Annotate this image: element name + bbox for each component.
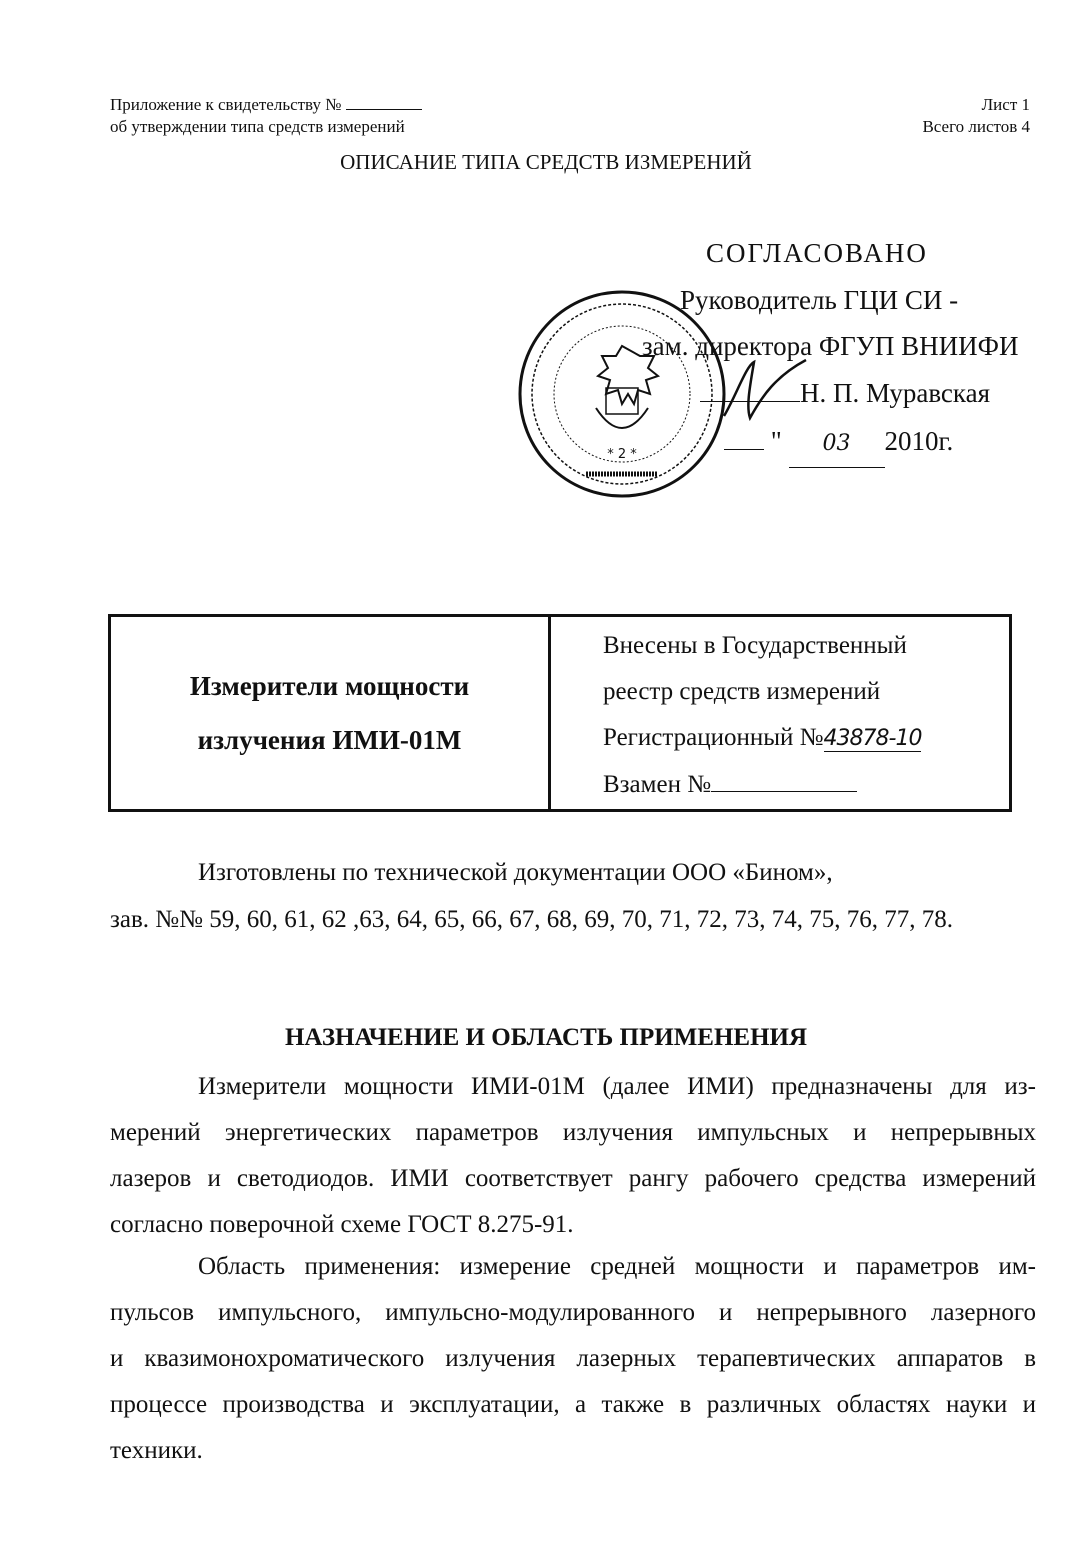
replaces-label: Взамен № (603, 771, 712, 798)
instrument-name-cell (111, 617, 551, 809)
sheet-number: Лист 1 (981, 95, 1030, 114)
appendix-line-1 (110, 94, 422, 116)
document-title: ОПИСАНИЕ ТИПА СРЕДСТВ ИЗМЕРЕНИЙ (340, 150, 752, 174)
date-quote: " (770, 426, 782, 456)
application-line: техники. (110, 1437, 203, 1464)
approval-heading: СОГЛАСОВАНО (706, 238, 928, 268)
purpose-line: Измерители мощности ИМИ-01М (далее ИМИ) предназначены для из- (198, 1073, 1036, 1100)
application-line: пульсов импульсного, импульсно-модулированного и непрерывного лазерного (110, 1299, 1036, 1326)
registry-box (108, 614, 1012, 812)
section-heading: НАЗНАЧЕНИЕ И ОБЛАСТЬ ПРИМЕНЕНИЯ (284, 1024, 808, 1051)
official-stamp-icon (516, 288, 728, 500)
appendix-line-2: об утверждении типа средств измерений (110, 117, 405, 136)
signature-icon (716, 356, 816, 426)
signatory-name: Н. П. Муравская (800, 378, 991, 408)
date-year: 2010г. (884, 426, 954, 456)
replaces-line (603, 762, 1009, 808)
registration-number: 43878-10 (823, 726, 922, 751)
day-blank (724, 449, 764, 450)
application-line: Область применения: измерение средней мощности и параметров им- (198, 1253, 1036, 1280)
certificate-number-blank (346, 109, 422, 110)
approval-org: зам. директора ФГУП ВНИИФИ (642, 331, 1019, 361)
application-line: процессе производства и эксплуатации, а также в различных областях науки и (110, 1391, 1036, 1418)
instrument-name-line-1: Измерители мощности (189, 671, 470, 701)
registry-line-2: реестр средств измерений (603, 678, 881, 705)
registration-number-line (603, 715, 1009, 762)
registry-line-1: Внесены в Государственный (603, 632, 907, 659)
registration-label: Регистрационный № (603, 724, 824, 751)
application-paragraph (110, 1244, 1036, 1474)
stamp-center-text: * 2 * (607, 447, 637, 462)
appendix-label: Приложение к свидетельству № (110, 95, 342, 114)
approval-position: Руководитель ГЦИ СИ - (680, 285, 959, 315)
registry-info-cell (551, 617, 1009, 809)
replaces-blank (711, 791, 857, 792)
purpose-line: мерений энергетических параметров излучения импульсных и непрерывных (110, 1119, 1036, 1146)
purpose-line: согласно поверочной схеме ГОСТ 8.275-91. (110, 1211, 574, 1238)
purpose-paragraph (110, 1064, 1036, 1248)
total-sheets: Всего листов 4 (922, 117, 1030, 136)
application-line: и квазимонохроматического излучения лазерных терапевтических аппаратов в (110, 1345, 1036, 1372)
date-month: 03 (789, 421, 885, 468)
manufacturer-line: Изготовлены по технической документации ООО «Бином», (198, 859, 833, 886)
serial-numbers: зав. №№ 59, 60, 61, 62 ,63, 64, 65, 66, 67, 68, 69, 70, 71, 72, 73, 74, 75, 76, 77, 78. (110, 906, 953, 933)
purpose-line: лазеров и светодиодов. ИМИ соответствует рангу рабочего средства измерений (110, 1165, 1036, 1192)
instrument-name-line-2: излучения ИМИ-01М (197, 725, 462, 755)
